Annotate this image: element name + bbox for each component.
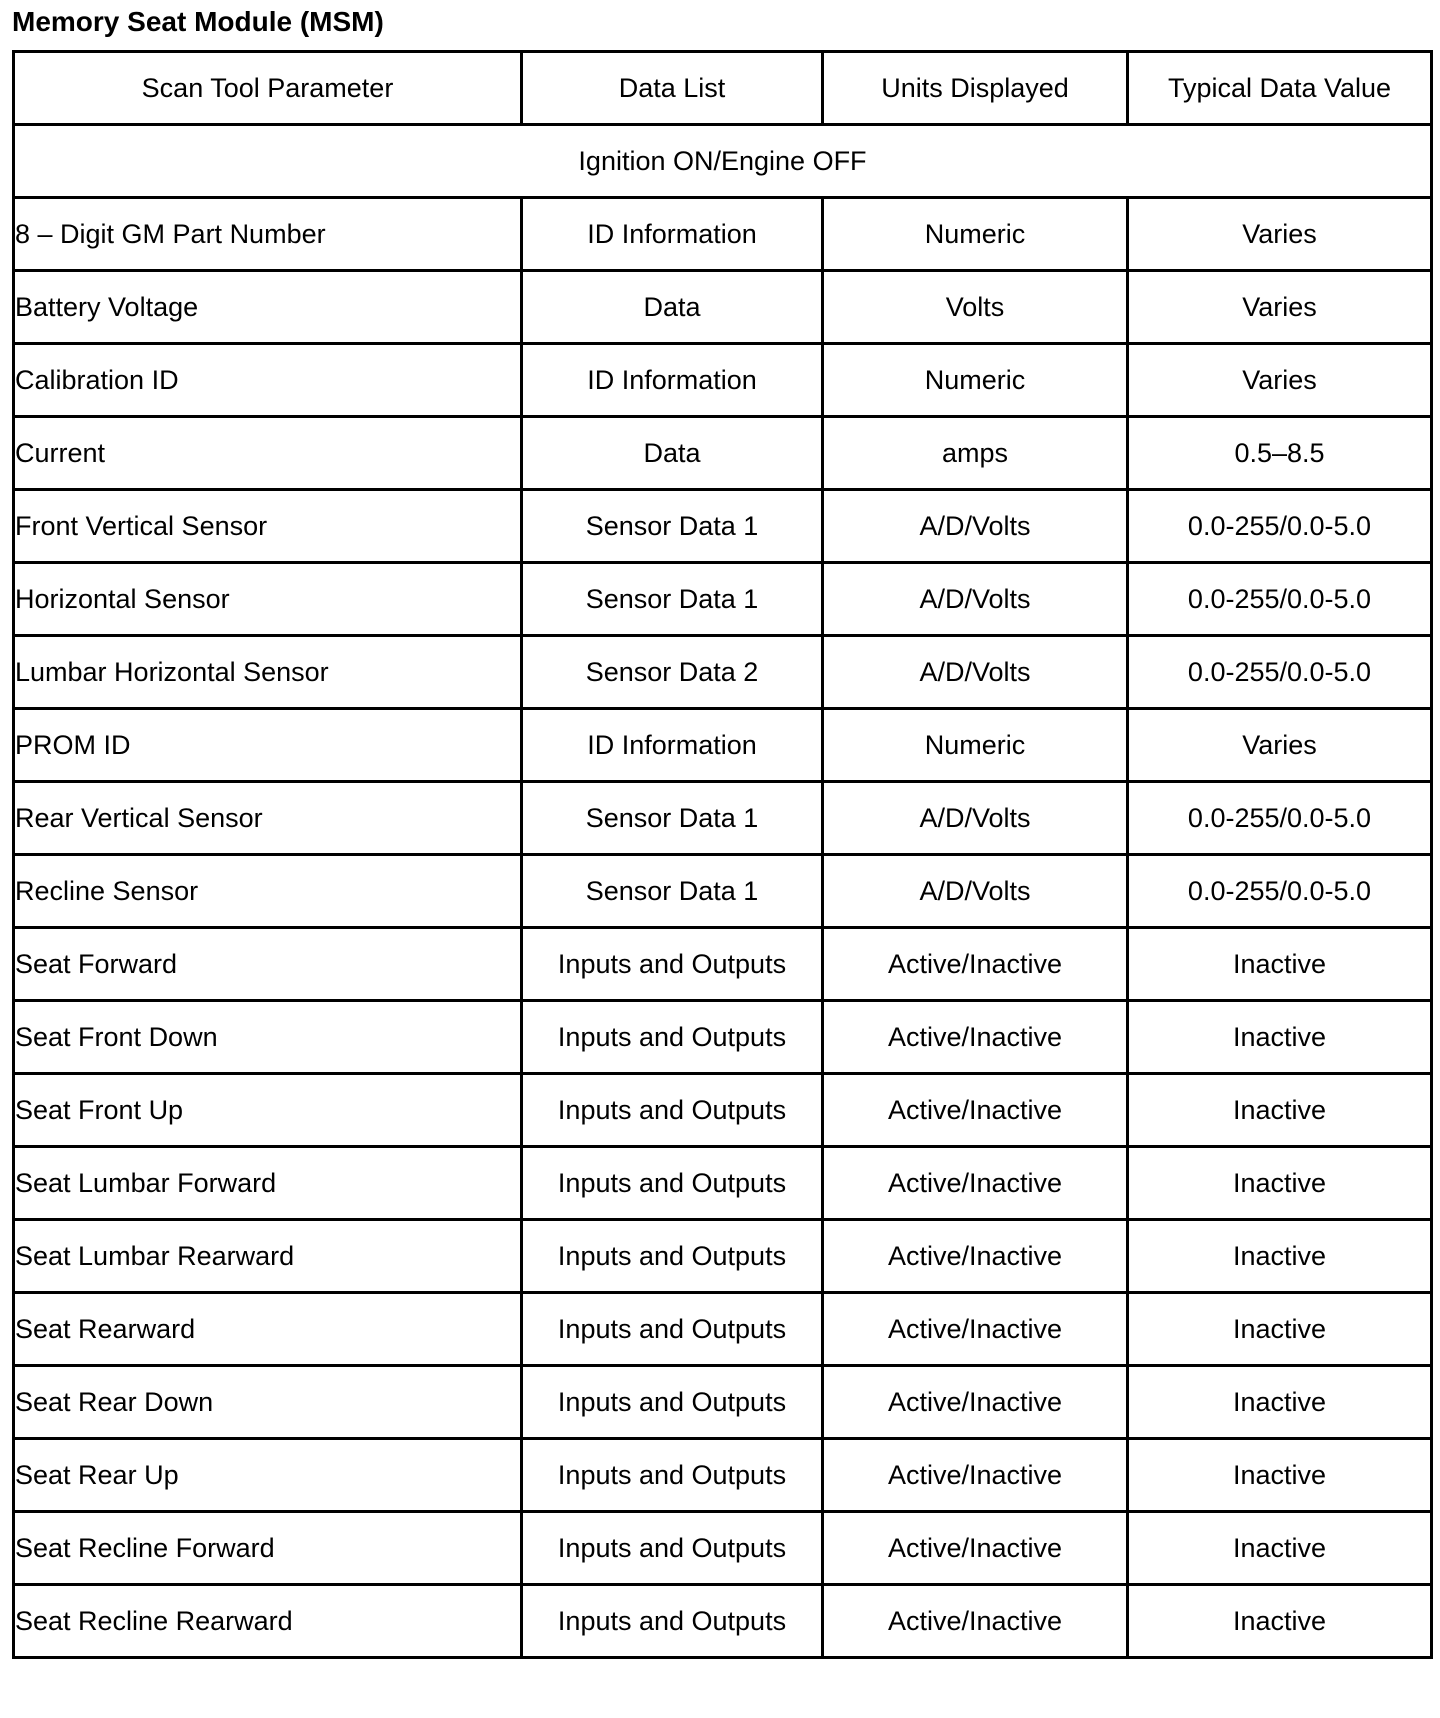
header-typical-data-value: Typical Data Value: [1128, 52, 1432, 125]
parameter-cell: Seat Lumbar Rearward: [14, 1220, 522, 1293]
table-row: [14, 198, 1432, 271]
data-list-cell: Sensor Data 1: [522, 855, 823, 928]
typical-value-cell: 0.0-255/0.0-5.0: [1128, 855, 1432, 928]
data-list-cell: Inputs and Outputs: [522, 1293, 823, 1366]
typical-value-cell: 0.0-255/0.0-5.0: [1128, 636, 1432, 709]
typical-value-cell: Varies: [1128, 198, 1432, 271]
data-list-cell: Inputs and Outputs: [522, 1001, 823, 1074]
typical-value-cell: 0.0-255/0.0-5.0: [1128, 563, 1432, 636]
document-title: Memory Seat Module (MSM): [12, 6, 384, 37]
table-row: [14, 636, 1432, 709]
table-row: [14, 344, 1432, 417]
table-row: [14, 928, 1432, 1001]
units-cell: Numeric: [823, 344, 1128, 417]
parameter-cell: Seat Front Down: [14, 1001, 522, 1074]
table-row: [14, 1512, 1432, 1585]
parameter-cell: Current: [14, 417, 522, 490]
parameter-cell: Seat Recline Rearward: [14, 1585, 522, 1658]
parameter-cell: Rear Vertical Sensor: [14, 782, 522, 855]
data-list-cell: ID Information: [522, 709, 823, 782]
parameter-cell: Recline Sensor: [14, 855, 522, 928]
units-cell: Active/Inactive: [823, 1293, 1128, 1366]
data-list-cell: Sensor Data 1: [522, 782, 823, 855]
parameter-cell: Seat Lumbar Forward: [14, 1147, 522, 1220]
data-list-cell: Sensor Data 1: [522, 563, 823, 636]
table-row: [14, 1585, 1432, 1658]
units-cell: amps: [823, 417, 1128, 490]
table-row: [14, 1147, 1432, 1220]
data-list-cell: Inputs and Outputs: [522, 1439, 823, 1512]
typical-value-cell: Varies: [1128, 709, 1432, 782]
table-row: [14, 782, 1432, 855]
data-list-cell: Inputs and Outputs: [522, 1147, 823, 1220]
table-row: [14, 709, 1432, 782]
data-list-cell: Sensor Data 1: [522, 490, 823, 563]
section-row: [14, 125, 1432, 198]
data-list-cell: Sensor Data 2: [522, 636, 823, 709]
section-label: Ignition ON/Engine OFF: [14, 125, 1432, 198]
table-row: [14, 563, 1432, 636]
typical-value-cell: Varies: [1128, 271, 1432, 344]
units-cell: A/D/Volts: [823, 782, 1128, 855]
units-cell: Active/Inactive: [823, 928, 1128, 1001]
data-list-cell: ID Information: [522, 344, 823, 417]
data-list-cell: ID Information: [522, 198, 823, 271]
table-row: [14, 855, 1432, 928]
units-cell: Active/Inactive: [823, 1001, 1128, 1074]
parameter-cell: Seat Recline Forward: [14, 1512, 522, 1585]
units-cell: Volts: [823, 271, 1128, 344]
data-list-cell: Inputs and Outputs: [522, 1074, 823, 1147]
parameter-cell: Lumbar Horizontal Sensor: [14, 636, 522, 709]
units-cell: A/D/Volts: [823, 636, 1128, 709]
header-scan-tool-parameter: Scan Tool Parameter: [14, 52, 522, 125]
parameter-cell: 8 – Digit GM Part Number: [14, 198, 522, 271]
typical-value-cell: Inactive: [1128, 1366, 1432, 1439]
units-cell: Numeric: [823, 198, 1128, 271]
data-list-cell: Inputs and Outputs: [522, 928, 823, 1001]
data-list-cell: Inputs and Outputs: [522, 1512, 823, 1585]
data-list-cell: Inputs and Outputs: [522, 1220, 823, 1293]
parameter-cell: Seat Forward: [14, 928, 522, 1001]
table-row: [14, 1220, 1432, 1293]
scan-tool-data-table: [12, 50, 1433, 1659]
table-row: [14, 417, 1432, 490]
parameter-cell: Seat Front Up: [14, 1074, 522, 1147]
units-cell: Active/Inactive: [823, 1220, 1128, 1293]
header-data-list: Data List: [522, 52, 823, 125]
units-cell: Numeric: [823, 709, 1128, 782]
data-list-cell: Inputs and Outputs: [522, 1585, 823, 1658]
typical-value-cell: Inactive: [1128, 1512, 1432, 1585]
units-cell: Active/Inactive: [823, 1439, 1128, 1512]
parameter-cell: Battery Voltage: [14, 271, 522, 344]
typical-value-cell: Inactive: [1128, 1439, 1432, 1512]
typical-value-cell: 0.0-255/0.0-5.0: [1128, 782, 1432, 855]
table-row: [14, 1293, 1432, 1366]
units-cell: A/D/Volts: [823, 855, 1128, 928]
parameter-cell: Calibration ID: [14, 344, 522, 417]
typical-value-cell: Varies: [1128, 344, 1432, 417]
typical-value-cell: Inactive: [1128, 1293, 1432, 1366]
typical-value-cell: 0.5–8.5: [1128, 417, 1432, 490]
parameter-cell: PROM ID: [14, 709, 522, 782]
data-list-cell: Data: [522, 417, 823, 490]
table-row: [14, 490, 1432, 563]
units-cell: A/D/Volts: [823, 563, 1128, 636]
units-cell: Active/Inactive: [823, 1074, 1128, 1147]
parameter-cell: Seat Rearward: [14, 1293, 522, 1366]
parameter-cell: Seat Rear Up: [14, 1439, 522, 1512]
units-cell: A/D/Volts: [823, 490, 1128, 563]
units-cell: Active/Inactive: [823, 1585, 1128, 1658]
table-row: [14, 1001, 1432, 1074]
data-list-cell: Data: [522, 271, 823, 344]
units-cell: Active/Inactive: [823, 1512, 1128, 1585]
parameter-cell: Horizontal Sensor: [14, 563, 522, 636]
table-header-row: [14, 52, 1432, 125]
table-row: [14, 1439, 1432, 1512]
typical-value-cell: Inactive: [1128, 1585, 1432, 1658]
typical-value-cell: Inactive: [1128, 1147, 1432, 1220]
parameter-cell: Seat Rear Down: [14, 1366, 522, 1439]
typical-value-cell: Inactive: [1128, 1074, 1432, 1147]
table-row: [14, 271, 1432, 344]
typical-value-cell: Inactive: [1128, 928, 1432, 1001]
units-cell: Active/Inactive: [823, 1366, 1128, 1439]
typical-value-cell: Inactive: [1128, 1001, 1432, 1074]
data-list-cell: Inputs and Outputs: [522, 1366, 823, 1439]
units-cell: Active/Inactive: [823, 1147, 1128, 1220]
typical-value-cell: 0.0-255/0.0-5.0: [1128, 490, 1432, 563]
typical-value-cell: Inactive: [1128, 1220, 1432, 1293]
parameter-cell: Front Vertical Sensor: [14, 490, 522, 563]
table-row: [14, 1366, 1432, 1439]
table-row: [14, 1074, 1432, 1147]
header-units-displayed: Units Displayed: [823, 52, 1128, 125]
